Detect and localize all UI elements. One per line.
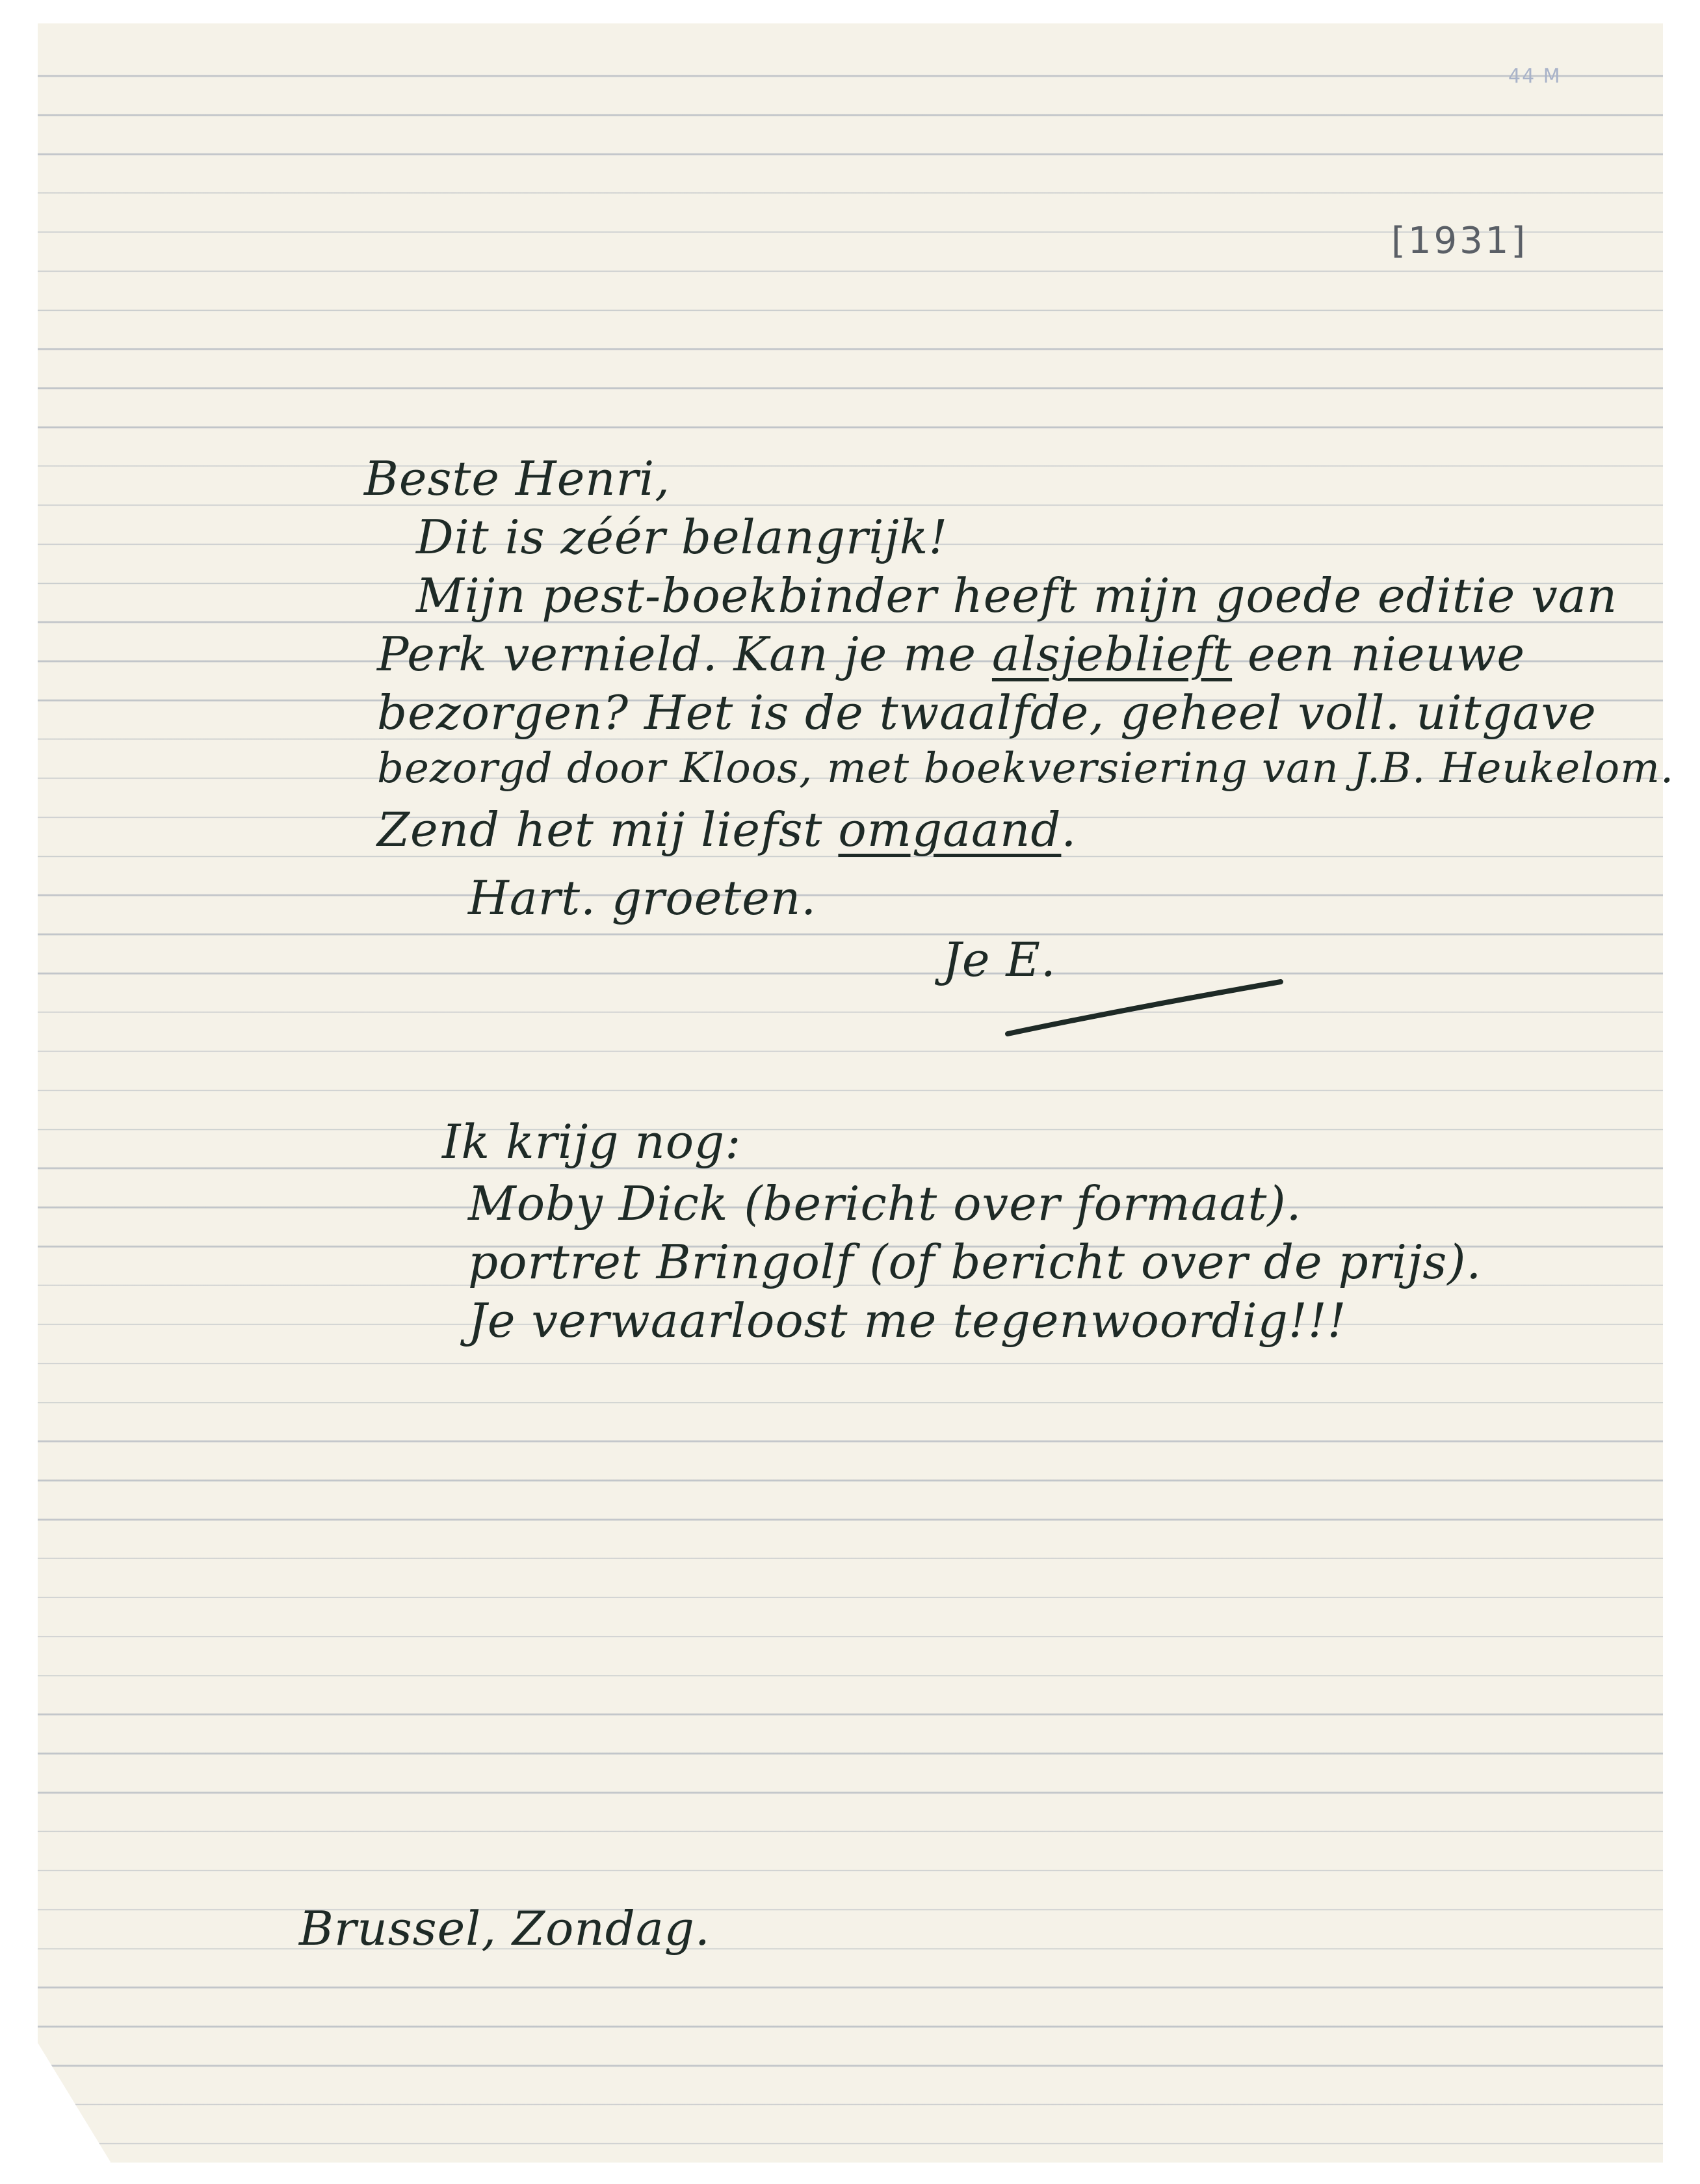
letter-line-3-end: een nieuwe [1232,627,1526,681]
letter-closing: Hart. groeten. [468,871,817,925]
letter-line-3-start: Perk vernield. Kan je me [377,627,992,681]
postscript-item-3: Je verwaarloost me tegenwoordig!!! [468,1293,1347,1348]
letter-signature: Je E. [943,932,1056,987]
postscript-item-1: Moby Dick (bericht over formaat). [468,1176,1302,1231]
archive-stamp: 44 M [1508,65,1562,88]
letter-line-3-underlined: alsjeblieft [991,627,1233,681]
signature-flourish [1001,962,1287,1040]
letter-greeting: Beste Henri, [364,451,670,506]
postscript-intro: Ik krijg nog: [442,1114,742,1169]
place-and-day: Brussel, Zondag. [299,1901,711,1956]
letter-line-6-underlined: omgaand [838,802,1062,857]
letter-line-3 [377,627,1526,681]
year-annotation: [1931] [1391,220,1528,262]
letter-line-2: Mijn pest-boekbinder heeft mijn goede editie van [416,568,1618,623]
letter-line-4: bezorgen? Het is de twaalfde, geheel voll. uitgave [377,685,1597,740]
postscript-item-2: portret Bringolf (of bericht over de prijs). [468,1235,1482,1289]
letter-line-5: bezorgd door Kloos, met boekversiering van J.B. Heukelom. [377,744,1675,793]
letter-line-6 [377,802,1077,857]
letter-line-6-end: . [1061,802,1077,857]
letter-sheet [38,23,1663,2163]
letter-line-1: Dit is zéér belangrijk! [416,510,948,564]
letter-line-6-start: Zend het mij liefst [377,802,839,857]
